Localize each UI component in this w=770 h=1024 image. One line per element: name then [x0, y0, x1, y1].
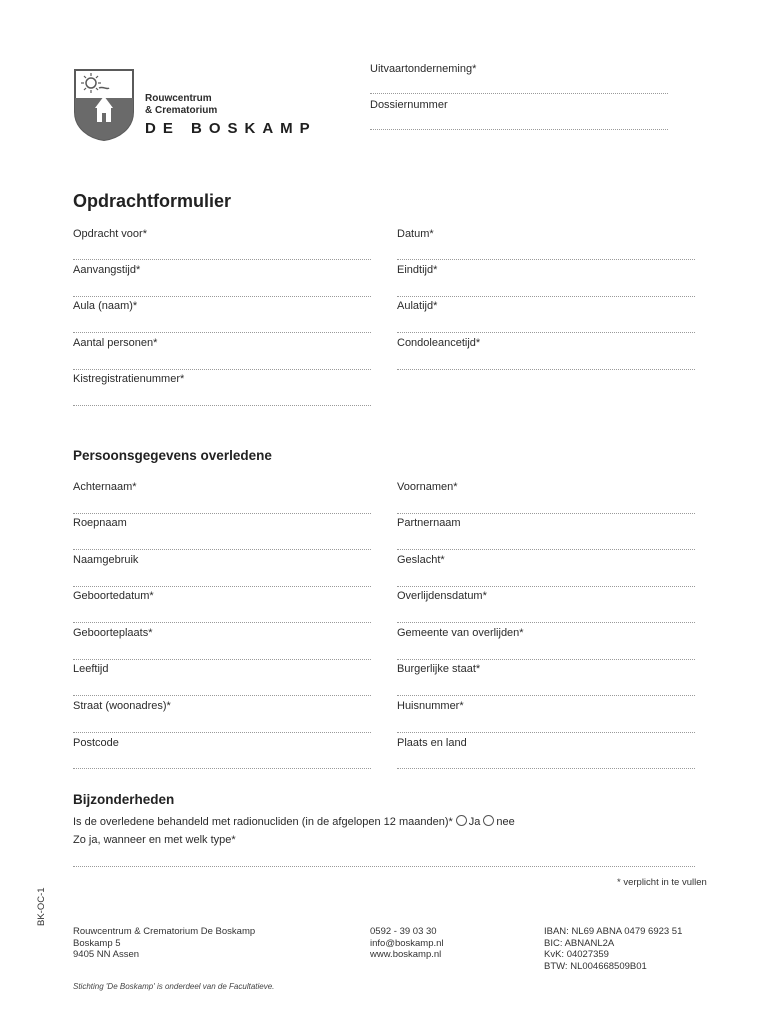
birth-place-field[interactable]	[73, 659, 371, 660]
radio-no[interactable]	[483, 815, 494, 826]
condolence-time-label: Condoleancetijd*	[397, 337, 481, 349]
order-for-label: Opdracht voor*	[73, 228, 147, 240]
footer-kvk: KvK: 04027359	[544, 949, 609, 960]
deceased-section-title: Persoonsgegevens overledene	[73, 448, 272, 463]
age-label: Leeftijd	[73, 663, 109, 675]
date-label: Datum*	[397, 228, 434, 240]
marital-status-field[interactable]	[397, 695, 695, 696]
radionuclide-question	[73, 815, 515, 828]
persons-count-field[interactable]	[73, 369, 371, 370]
death-municipality-label: Gemeente van overlijden*	[397, 627, 524, 639]
partner-name-label: Partnernaam	[397, 517, 461, 529]
aula-name-label: Aula (naam)*	[73, 300, 138, 312]
house-number-field[interactable]	[397, 732, 695, 733]
death-municipality-field[interactable]	[397, 659, 695, 660]
birth-date-field[interactable]	[73, 622, 371, 623]
postcode-field[interactable]	[73, 768, 371, 769]
nickname-field[interactable]	[73, 549, 371, 550]
persons-count-label: Aantal personen*	[73, 337, 158, 349]
undertaker-label: Uitvaartonderneming*	[370, 63, 477, 75]
end-time-field[interactable]	[397, 296, 695, 297]
details-section-title: Bijzonderheden	[73, 792, 175, 807]
house-number-label: Huisnummer*	[397, 700, 464, 712]
aula-time-label: Aulatijd*	[397, 300, 438, 312]
footer-btw: BTW: NL004668509B01	[544, 960, 647, 972]
boskamp-crest-icon	[73, 68, 135, 142]
logo-line-2: & Crematorium	[145, 105, 218, 116]
footer-website: www.boskamp.nl	[370, 949, 442, 960]
logo-line-1: Rouwcentrum	[145, 93, 212, 104]
coffin-registration-label: Kistregistratienummer*	[73, 373, 185, 385]
aula-time-field[interactable]	[397, 332, 695, 333]
logo-brand: DE BOSKAMP	[145, 120, 317, 137]
footer-address-line: Rouwcentrum & Crematorium De Boskamp	[73, 926, 256, 937]
name-usage-field[interactable]	[73, 586, 371, 587]
start-time-field[interactable]	[73, 296, 371, 297]
name-usage-label: Naamgebruik	[73, 554, 139, 566]
undertaker-field[interactable]	[370, 93, 668, 94]
end-time-label: Eindtijd*	[397, 264, 438, 276]
form-code: BK-OC-1	[36, 887, 47, 926]
surname-field[interactable]	[73, 513, 371, 514]
start-time-label: Aanvangstijd*	[73, 264, 141, 276]
radio-yes[interactable]	[456, 815, 467, 826]
form-title: Opdrachtformulier	[73, 191, 232, 211]
gender-field[interactable]	[397, 586, 695, 587]
order-for-field[interactable]	[73, 259, 371, 260]
street-label: Straat (woonadres)*	[73, 700, 171, 712]
age-field[interactable]	[73, 695, 371, 696]
place-country-field[interactable]	[397, 768, 695, 769]
footer-phone: 0592 - 39 03 30	[370, 926, 437, 937]
aula-name-field[interactable]	[73, 332, 371, 333]
file-number-label: Dossiernummer	[370, 99, 448, 111]
required-note: * verplicht in te vullen	[617, 877, 707, 888]
place-country-label: Plaats en land	[397, 737, 467, 749]
logo	[73, 68, 135, 142]
nickname-label: Roepnaam	[73, 517, 127, 529]
surname-label: Achternaam*	[73, 481, 137, 493]
footer-note: Stichting 'De Boskamp' is onderdeel van de Facultatieve.	[73, 982, 275, 991]
condolence-time-field[interactable]	[397, 369, 695, 370]
coffin-registration-field[interactable]	[73, 405, 371, 406]
followup-field[interactable]	[73, 866, 695, 867]
radio-no-label: nee	[496, 816, 515, 828]
postcode-label: Postcode	[73, 737, 119, 749]
death-date-field[interactable]	[397, 622, 695, 623]
gender-label: Geslacht*	[397, 554, 445, 566]
footer-address-line: Boskamp 5	[73, 937, 121, 949]
footer-bank	[544, 926, 682, 972]
first-names-label: Voornamen*	[397, 481, 458, 493]
partner-name-field[interactable]	[397, 549, 695, 550]
death-date-label: Overlijdensdatum*	[397, 590, 487, 602]
marital-status-label: Burgerlijke staat*	[397, 663, 481, 675]
file-number-field[interactable]	[370, 129, 668, 130]
footer-contact	[370, 926, 444, 961]
birth-date-label: Geboortedatum*	[73, 590, 154, 602]
birth-place-label: Geboorteplaats*	[73, 627, 153, 639]
footer-email: info@boskamp.nl	[370, 937, 444, 949]
footer-address	[73, 926, 255, 961]
radionuclide-question-text: Is de overledene behandeld met radionucliden (in de afgelopen 12 maanden)*	[73, 816, 453, 828]
footer-address-line: 9405 NN Assen	[73, 949, 140, 960]
radio-yes-label: Ja	[468, 816, 481, 828]
footer-bic: BIC: ABNANL2A	[544, 937, 615, 949]
followup-label: Zo ja, wanneer en met welk type*	[73, 834, 236, 846]
date-field[interactable]	[397, 259, 695, 260]
first-names-field[interactable]	[397, 513, 695, 514]
street-field[interactable]	[73, 732, 371, 733]
footer-iban: IBAN: NL69 ABNA 0479 6923 51	[544, 926, 683, 937]
